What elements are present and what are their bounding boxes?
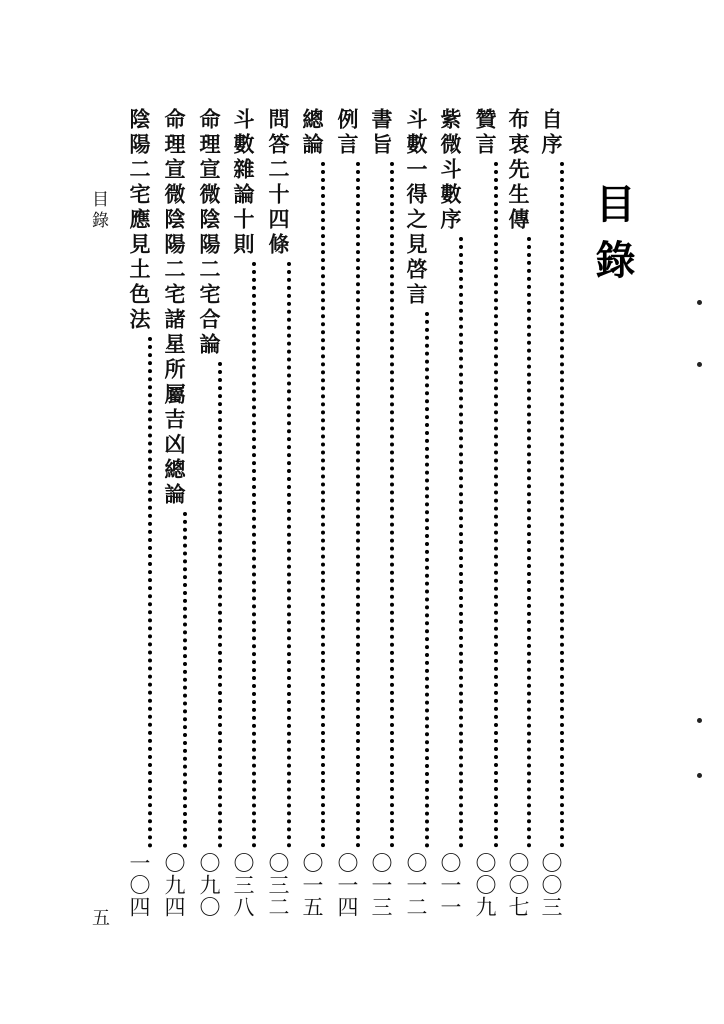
toc-entry-page: 〇一二	[404, 852, 428, 918]
toc-entry-page: 〇一五	[300, 852, 324, 918]
toc-entry[interactable]	[403, 108, 429, 918]
toc-entry-label: 贊言	[473, 108, 498, 158]
toc-leader-dots	[527, 237, 531, 848]
toc-entry[interactable]	[230, 108, 256, 918]
toc-entry-label: 斗數一得之見啓言	[404, 108, 429, 308]
scan-speck	[697, 300, 702, 305]
toc-entry-label: 問答二十四條	[266, 108, 291, 258]
toc-entry[interactable]	[538, 108, 564, 918]
toc-entry-page: 〇三八	[231, 852, 255, 918]
toc-leader-dots	[252, 262, 256, 848]
toc-entry-label: 總論	[300, 108, 325, 158]
toc-leader-dots	[148, 337, 152, 848]
toc-entry[interactable]	[505, 108, 531, 918]
toc-entry-page: 〇九〇	[197, 852, 221, 918]
toc-entry[interactable]	[472, 108, 498, 918]
toc-entry-label: 自序	[539, 108, 564, 158]
scan-speck	[697, 718, 702, 723]
toc-leader-dots	[425, 312, 429, 848]
toc-entry-page: 一〇四	[127, 852, 151, 918]
toc-entry[interactable]	[126, 108, 152, 918]
toc-entry-page: 〇九四	[162, 852, 186, 918]
page-number: 五	[92, 908, 110, 929]
scan-speck	[697, 773, 702, 778]
toc-leader-dots	[287, 262, 291, 848]
toc-title: 目錄	[589, 183, 635, 295]
toc-leader-dots	[218, 362, 222, 848]
toc-entry-page: 〇三二	[266, 852, 290, 918]
toc-leader-dots	[494, 162, 498, 848]
toc-leader-dots	[321, 162, 325, 848]
toc-entry-page: 〇一四	[335, 852, 359, 918]
running-head: 目錄	[88, 190, 108, 232]
toc-entry-page: 〇〇七	[506, 852, 530, 918]
toc-leader-dots	[560, 162, 564, 848]
toc-leader-dots	[356, 162, 360, 848]
toc-entry-label: 命理宣微陰陽二宅諸星所屬吉凶總論	[162, 108, 187, 508]
toc-entry[interactable]	[161, 108, 187, 918]
toc-entry-label: 命理宣微陰陽二宅合論	[197, 108, 222, 358]
toc-entry[interactable]	[437, 108, 463, 918]
toc-entry[interactable]	[196, 108, 222, 918]
toc-entry-label: 書旨	[369, 108, 394, 158]
toc-leader-dots	[459, 237, 463, 848]
toc-entry-label: 例言	[335, 108, 360, 158]
toc-entry-label: 布衷先生傳	[506, 108, 531, 233]
toc-entry[interactable]	[265, 108, 291, 918]
toc-entry[interactable]	[299, 108, 325, 918]
toc-entry-label: 紫微斗數序	[438, 108, 463, 233]
toc-leader-dots	[183, 512, 187, 848]
toc-entry-label: 陰陽二宅應見土色法	[127, 108, 152, 333]
toc-entry[interactable]	[334, 108, 360, 918]
toc-entry[interactable]	[368, 108, 394, 918]
toc-leader-dots	[390, 162, 394, 848]
scan-speck	[697, 362, 702, 367]
toc-entry-label: 斗數雜論十則	[231, 108, 256, 258]
toc-entry-page: 〇一三	[369, 852, 393, 918]
toc-entry-page: 〇〇九	[473, 852, 497, 918]
toc-entry-page: 〇一一	[438, 852, 462, 918]
toc-entry-page: 〇〇三	[539, 852, 563, 918]
